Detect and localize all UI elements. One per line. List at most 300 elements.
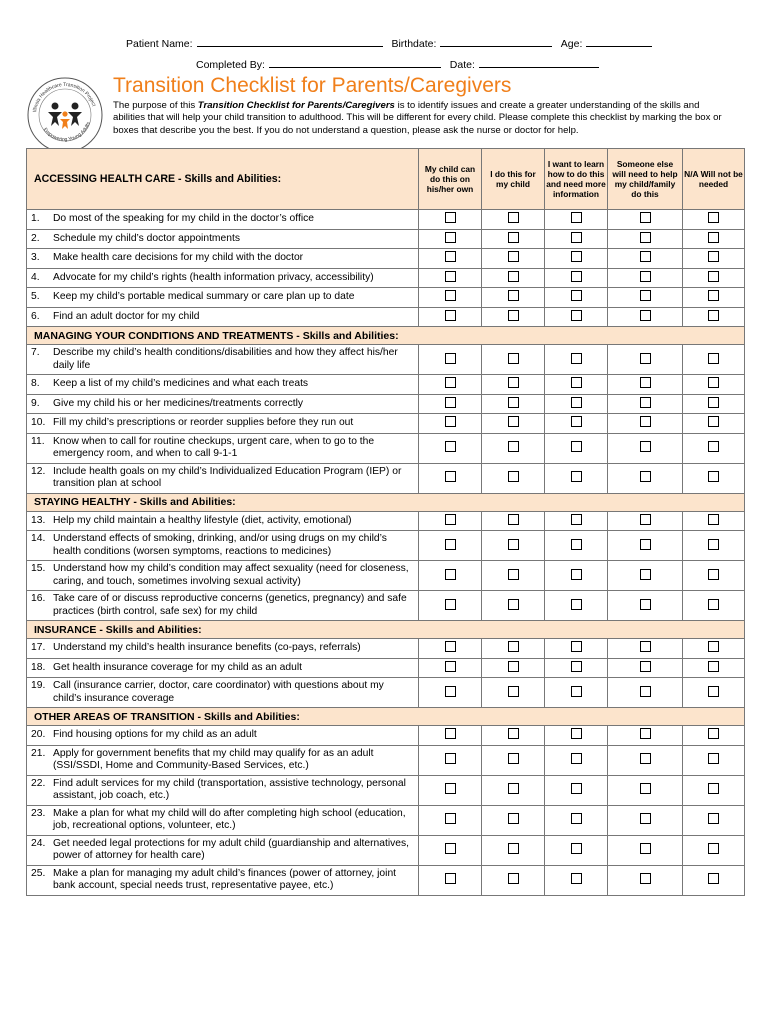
item-text: Help my child maintain a healthy lifestyle (diet, activity, emotional)	[53, 514, 352, 526]
checkbox-cell	[608, 805, 683, 835]
checkbox[interactable]	[445, 843, 456, 854]
checkbox-cell	[419, 414, 482, 434]
checkbox[interactable]	[708, 753, 719, 764]
checkbox-cell	[545, 210, 608, 230]
checkbox[interactable]	[445, 599, 456, 610]
checkbox[interactable]	[571, 539, 582, 550]
checkbox[interactable]	[708, 212, 719, 223]
checkbox[interactable]	[708, 813, 719, 824]
checkbox[interactable]	[445, 441, 456, 452]
checkbox[interactable]	[445, 873, 456, 884]
item-number: 1.	[31, 213, 40, 225]
section-title: MANAGING YOUR CONDITIONS AND TREATMENTS - Skills and Abilities:	[27, 327, 745, 345]
checkbox[interactable]	[508, 686, 519, 697]
checkbox[interactable]	[508, 813, 519, 824]
checkbox[interactable]	[708, 310, 719, 321]
checklist-row	[27, 375, 745, 395]
checkbox[interactable]	[508, 441, 519, 452]
checkbox[interactable]	[571, 873, 582, 884]
item-text: Schedule my child’s doctor appointments	[53, 232, 240, 244]
checklist-row	[27, 229, 745, 249]
checkbox-cell	[683, 433, 745, 463]
checklist-item	[27, 591, 419, 621]
checkbox[interactable]	[571, 212, 582, 223]
checkbox-cell	[683, 463, 745, 493]
checkbox[interactable]	[571, 661, 582, 672]
checkbox[interactable]	[445, 271, 456, 282]
checkbox[interactable]	[445, 251, 456, 262]
checkbox-cell	[482, 726, 545, 746]
checkbox-cell	[608, 658, 683, 678]
checkbox-cell	[482, 678, 545, 708]
age-field[interactable]	[586, 35, 652, 47]
item-text: Include health goals on my child’s Individualized Education Program (IEP) or transition plan at school	[53, 465, 402, 489]
checkbox[interactable]	[640, 873, 651, 884]
checkbox-cell	[608, 463, 683, 493]
checkbox[interactable]	[571, 232, 582, 243]
item-number: 11.	[31, 435, 45, 447]
item-text: Fill my child’s prescriptions or reorder supplies before they run out	[53, 417, 354, 429]
patient-name-label: Patient Name:	[126, 38, 193, 50]
item-number: 20.	[31, 729, 46, 741]
checkbox[interactable]	[708, 569, 719, 580]
checkbox[interactable]	[571, 377, 582, 388]
checklist-row	[27, 210, 745, 230]
checkbox[interactable]	[508, 641, 519, 652]
age-label: Age:	[560, 38, 583, 50]
checkbox-cell	[482, 865, 545, 895]
checkbox-cell	[482, 463, 545, 493]
checkbox[interactable]	[708, 416, 719, 427]
checkbox-cell	[608, 865, 683, 895]
checkbox-cell	[545, 511, 608, 531]
checkbox[interactable]	[445, 310, 456, 321]
checkbox[interactable]	[445, 728, 456, 739]
checkbox[interactable]	[508, 599, 519, 610]
item-text: Get needed legal protections for my adult child (guardianship and alternatives, power of attorney for health care)	[53, 837, 410, 861]
checkbox-cell	[545, 805, 608, 835]
checkbox[interactable]	[640, 843, 651, 854]
checkbox[interactable]	[571, 416, 582, 427]
checkbox-cell	[608, 288, 683, 308]
item-number: 22.	[31, 777, 46, 789]
svg-text:Empowering Young Adults: Empowering Young Adults	[41, 121, 92, 143]
transition-checklist-table	[26, 148, 745, 896]
checkbox[interactable]	[571, 397, 582, 408]
checkbox[interactable]	[571, 686, 582, 697]
checklist-item	[27, 307, 419, 327]
checkbox-cell	[608, 531, 683, 561]
checkbox[interactable]	[708, 251, 719, 262]
checklist-item	[27, 345, 419, 375]
completed-by-field[interactable]	[269, 56, 441, 68]
checkbox[interactable]	[640, 599, 651, 610]
checkbox[interactable]	[640, 441, 651, 452]
checkbox-cell	[482, 345, 545, 375]
checkbox[interactable]	[640, 397, 651, 408]
checkbox[interactable]	[640, 641, 651, 652]
checkbox[interactable]	[640, 416, 651, 427]
checklist-row	[27, 345, 745, 375]
checklist-item	[27, 561, 419, 591]
checkbox-cell	[608, 345, 683, 375]
checkbox[interactable]	[708, 599, 719, 610]
checkbox[interactable]	[571, 813, 582, 824]
checkbox-cell	[419, 678, 482, 708]
checkbox[interactable]	[508, 353, 519, 364]
checkbox[interactable]	[508, 753, 519, 764]
checkbox[interactable]	[508, 728, 519, 739]
checkbox-cell	[683, 307, 745, 327]
checkbox[interactable]	[640, 514, 651, 525]
checklist-item	[27, 463, 419, 493]
item-text: Call (insurance carrier, doctor, care coordinator) with questions about my child’s insurance coverage	[53, 680, 384, 704]
checkbox-cell	[545, 591, 608, 621]
checkbox-cell	[482, 394, 545, 414]
checklist-item	[27, 511, 419, 531]
checkbox-cell	[419, 268, 482, 288]
checkbox-cell	[482, 268, 545, 288]
checkbox-cell	[545, 726, 608, 746]
checkbox[interactable]	[571, 641, 582, 652]
checkbox-cell	[482, 561, 545, 591]
checkbox[interactable]	[640, 251, 651, 262]
checkbox[interactable]	[708, 539, 719, 550]
checklist-item	[27, 288, 419, 308]
checkbox[interactable]	[445, 641, 456, 652]
checkbox[interactable]	[508, 783, 519, 794]
checkbox[interactable]	[640, 661, 651, 672]
checkbox[interactable]	[445, 753, 456, 764]
checkbox-cell	[608, 561, 683, 591]
checklist-item	[27, 805, 419, 835]
checkbox[interactable]	[508, 212, 519, 223]
checklist-item	[27, 394, 419, 414]
checkbox[interactable]	[508, 397, 519, 408]
column-header-want-to-learn: I want to learn how to do this and need more information	[545, 149, 608, 210]
checklist-row	[27, 531, 745, 561]
checklist-item	[27, 249, 419, 269]
checklist-row	[27, 561, 745, 591]
checkbox-cell	[683, 865, 745, 895]
checkbox[interactable]	[508, 416, 519, 427]
checkbox[interactable]	[708, 271, 719, 282]
checkbox-cell	[482, 375, 545, 395]
checkbox[interactable]	[640, 271, 651, 282]
checkbox[interactable]	[508, 232, 519, 243]
checkbox[interactable]	[640, 212, 651, 223]
checkbox[interactable]	[708, 783, 719, 794]
checkbox[interactable]	[445, 397, 456, 408]
section-accessing-health-care: ACCESSING HEALTH CARE - Skills and Abilities:	[27, 149, 419, 210]
checkbox-cell	[482, 745, 545, 775]
checkbox-cell	[683, 658, 745, 678]
checkbox[interactable]	[708, 661, 719, 672]
checkbox[interactable]	[571, 514, 582, 525]
checkbox-cell	[545, 658, 608, 678]
checklist-item	[27, 658, 419, 678]
checkbox[interactable]	[640, 290, 651, 301]
item-number: 3.	[31, 252, 40, 264]
checkbox-cell	[419, 288, 482, 308]
checkbox[interactable]	[571, 471, 582, 482]
checklist-item	[27, 375, 419, 395]
checkbox-cell	[545, 561, 608, 591]
checkbox-cell	[482, 835, 545, 865]
checkbox[interactable]	[571, 843, 582, 854]
section-header-row	[27, 493, 745, 511]
checkbox-cell	[608, 229, 683, 249]
checklist-row	[27, 835, 745, 865]
checkbox[interactable]	[708, 290, 719, 301]
checkbox-cell	[419, 463, 482, 493]
checkbox-cell	[482, 775, 545, 805]
checkbox[interactable]	[640, 232, 651, 243]
checkbox[interactable]	[640, 310, 651, 321]
checklist-row	[27, 511, 745, 531]
checklist-row	[27, 414, 745, 434]
checkbox-cell	[419, 591, 482, 621]
checkbox[interactable]	[508, 290, 519, 301]
checkbox-cell	[419, 726, 482, 746]
checkbox-cell	[482, 307, 545, 327]
checkbox-cell	[419, 433, 482, 463]
checkbox[interactable]	[445, 686, 456, 697]
item-text: Make health care decisions for my child with the doctor	[53, 252, 304, 264]
item-number: 25.	[31, 867, 46, 879]
checkbox[interactable]	[640, 377, 651, 388]
checkbox[interactable]	[708, 514, 719, 525]
checkbox-cell	[419, 531, 482, 561]
checkbox[interactable]	[445, 232, 456, 243]
checkbox[interactable]	[445, 290, 456, 301]
checkbox-cell	[608, 394, 683, 414]
checkbox-cell	[608, 375, 683, 395]
checkbox[interactable]	[708, 641, 719, 652]
checkbox[interactable]	[708, 728, 719, 739]
checkbox[interactable]	[508, 539, 519, 550]
checklist-item	[27, 229, 419, 249]
checkbox-cell	[545, 433, 608, 463]
checkbox[interactable]	[445, 471, 456, 482]
checkbox[interactable]	[640, 686, 651, 697]
column-header-na: N/A Will not be needed	[683, 149, 745, 210]
checkbox-cell	[545, 775, 608, 805]
checkbox[interactable]	[508, 271, 519, 282]
section-title: INSURANCE - Skills and Abilities:	[27, 621, 745, 639]
item-number: 9.	[31, 397, 40, 409]
checkbox-cell	[482, 414, 545, 434]
checkbox-cell	[545, 307, 608, 327]
checkbox[interactable]	[640, 569, 651, 580]
checkbox-cell	[683, 345, 745, 375]
checkbox[interactable]	[445, 539, 456, 550]
checkbox-cell	[419, 249, 482, 269]
checklist-item	[27, 639, 419, 659]
checkbox[interactable]	[508, 569, 519, 580]
checklist-row	[27, 394, 745, 414]
checkbox[interactable]	[708, 232, 719, 243]
checkbox-cell	[482, 288, 545, 308]
checkbox[interactable]	[508, 873, 519, 884]
checklist-item	[27, 433, 419, 463]
item-number: 23.	[31, 807, 46, 819]
item-number: 15.	[31, 563, 46, 575]
item-text: Find adult services for my child (transportation, assistive technology, personal assistant, job coach, etc.)	[53, 777, 406, 801]
checkbox[interactable]	[508, 661, 519, 672]
checkbox[interactable]	[445, 661, 456, 672]
checkbox[interactable]	[571, 290, 582, 301]
item-number: 24.	[31, 837, 46, 849]
checkbox-cell	[419, 835, 482, 865]
checkbox[interactable]	[445, 813, 456, 824]
checkbox[interactable]	[708, 471, 719, 482]
checklist-item	[27, 268, 419, 288]
checkbox[interactable]	[640, 783, 651, 794]
item-number: 18.	[31, 661, 46, 673]
item-number: 14.	[31, 533, 46, 545]
checkbox[interactable]	[708, 397, 719, 408]
checkbox[interactable]	[708, 873, 719, 884]
checklist-row	[27, 745, 745, 775]
checkbox-cell	[545, 414, 608, 434]
checkbox-cell	[419, 745, 482, 775]
item-number: 7.	[31, 347, 40, 359]
item-text: Understand my child’s health insurance benefits (co-pays, referrals)	[53, 642, 361, 654]
checkbox[interactable]	[640, 539, 651, 550]
section-header-row	[27, 327, 745, 345]
checkbox[interactable]	[640, 728, 651, 739]
checkbox-cell	[419, 805, 482, 835]
checkbox[interactable]	[445, 212, 456, 223]
checkbox-cell	[683, 591, 745, 621]
date-field[interactable]	[479, 56, 599, 68]
checkbox-cell	[419, 865, 482, 895]
checklist-row	[27, 307, 745, 327]
checkbox-cell	[608, 591, 683, 621]
checkbox[interactable]	[708, 377, 719, 388]
checkbox[interactable]	[571, 783, 582, 794]
item-text: Advocate for my child’s rights (health information privacy, accessibility)	[53, 271, 374, 283]
checkbox-cell	[545, 639, 608, 659]
checkbox[interactable]	[445, 514, 456, 525]
checkbox[interactable]	[445, 783, 456, 794]
checklist-row	[27, 805, 745, 835]
item-text: Give my child his or her medicines/treatments correctly	[53, 397, 304, 409]
checkbox-cell	[545, 288, 608, 308]
checkbox[interactable]	[640, 471, 651, 482]
checkbox[interactable]	[571, 569, 582, 580]
checkbox-cell	[683, 394, 745, 414]
checkbox-cell	[419, 375, 482, 395]
checkbox[interactable]	[445, 569, 456, 580]
intro-paragraph	[113, 100, 723, 137]
checkbox-cell	[683, 249, 745, 269]
checkbox-cell	[482, 249, 545, 269]
checkbox-cell	[545, 229, 608, 249]
checkbox[interactable]	[508, 310, 519, 321]
checklist-row	[27, 775, 745, 805]
checkbox-cell	[608, 249, 683, 269]
column-header-row	[27, 149, 745, 210]
checkbox[interactable]	[571, 753, 582, 764]
checkbox-cell	[482, 511, 545, 531]
checkbox[interactable]	[708, 353, 719, 364]
checkbox-cell	[545, 249, 608, 269]
checkbox[interactable]	[640, 353, 651, 364]
checkbox[interactable]	[571, 310, 582, 321]
checkbox[interactable]	[508, 251, 519, 262]
checkbox[interactable]	[445, 377, 456, 388]
checkbox-cell	[419, 561, 482, 591]
checkbox[interactable]	[508, 377, 519, 388]
checkbox[interactable]	[571, 271, 582, 282]
checkbox-cell	[608, 511, 683, 531]
svg-text:Illinois Healthcare Transition: Illinois Healthcare Transition Project	[32, 81, 97, 113]
checkbox[interactable]	[640, 753, 651, 764]
checkbox-cell	[683, 745, 745, 775]
checkbox[interactable]	[708, 843, 719, 854]
item-text: Know when to call for routine checkups, urgent care, when to go to the emergency room, and when to call 9-1-1	[53, 435, 375, 459]
transition-project-logo	[26, 76, 104, 154]
checklist-row	[27, 433, 745, 463]
section-header-row	[27, 621, 745, 639]
checkbox-cell	[683, 268, 745, 288]
item-text: Take care of or discuss reproductive concerns (genetics, pregnancy) and safe practices (birth control, safe sex) for my child	[53, 593, 407, 617]
checkbox-cell	[608, 726, 683, 746]
checkbox[interactable]	[508, 514, 519, 525]
checkbox-cell	[482, 591, 545, 621]
checkbox[interactable]	[508, 471, 519, 482]
column-header-do-for-child: I do this for my child	[482, 149, 545, 210]
checkbox-cell	[482, 531, 545, 561]
checkbox[interactable]	[571, 251, 582, 262]
checkbox[interactable]	[445, 353, 456, 364]
item-text: Do most of the speaking for my child in the doctor’s office	[53, 213, 314, 225]
checkbox-cell	[683, 288, 745, 308]
checkbox[interactable]	[571, 353, 582, 364]
patient-info-line	[126, 35, 658, 50]
completed-by-label: Completed By:	[196, 59, 265, 71]
checkbox[interactable]	[571, 441, 582, 452]
item-number: 16.	[31, 593, 46, 605]
checkbox-cell	[419, 307, 482, 327]
checkbox[interactable]	[571, 599, 582, 610]
checkbox-cell	[608, 268, 683, 288]
checkbox[interactable]	[708, 686, 719, 697]
checkbox[interactable]	[708, 441, 719, 452]
birthdate-field[interactable]	[440, 35, 552, 47]
checkbox[interactable]	[445, 416, 456, 427]
checkbox[interactable]	[571, 728, 582, 739]
checkbox-cell	[419, 511, 482, 531]
patient-name-field[interactable]	[197, 35, 383, 47]
item-text: Apply for government benefits that my child may qualify for as an adult (SSI/SSDI, Home and Community-Based Services, etc.)	[53, 747, 374, 771]
checkbox[interactable]	[508, 843, 519, 854]
checkbox[interactable]	[640, 813, 651, 824]
checkbox-cell	[683, 375, 745, 395]
checklist-row	[27, 726, 745, 746]
checklist-row	[27, 865, 745, 895]
checkbox-cell	[482, 805, 545, 835]
checkbox-cell	[608, 835, 683, 865]
checkbox-cell	[545, 865, 608, 895]
item-number: 17.	[31, 642, 46, 654]
item-number: 5.	[31, 291, 40, 303]
checkbox-cell	[683, 726, 745, 746]
checklist-item	[27, 745, 419, 775]
checkbox-cell	[545, 463, 608, 493]
